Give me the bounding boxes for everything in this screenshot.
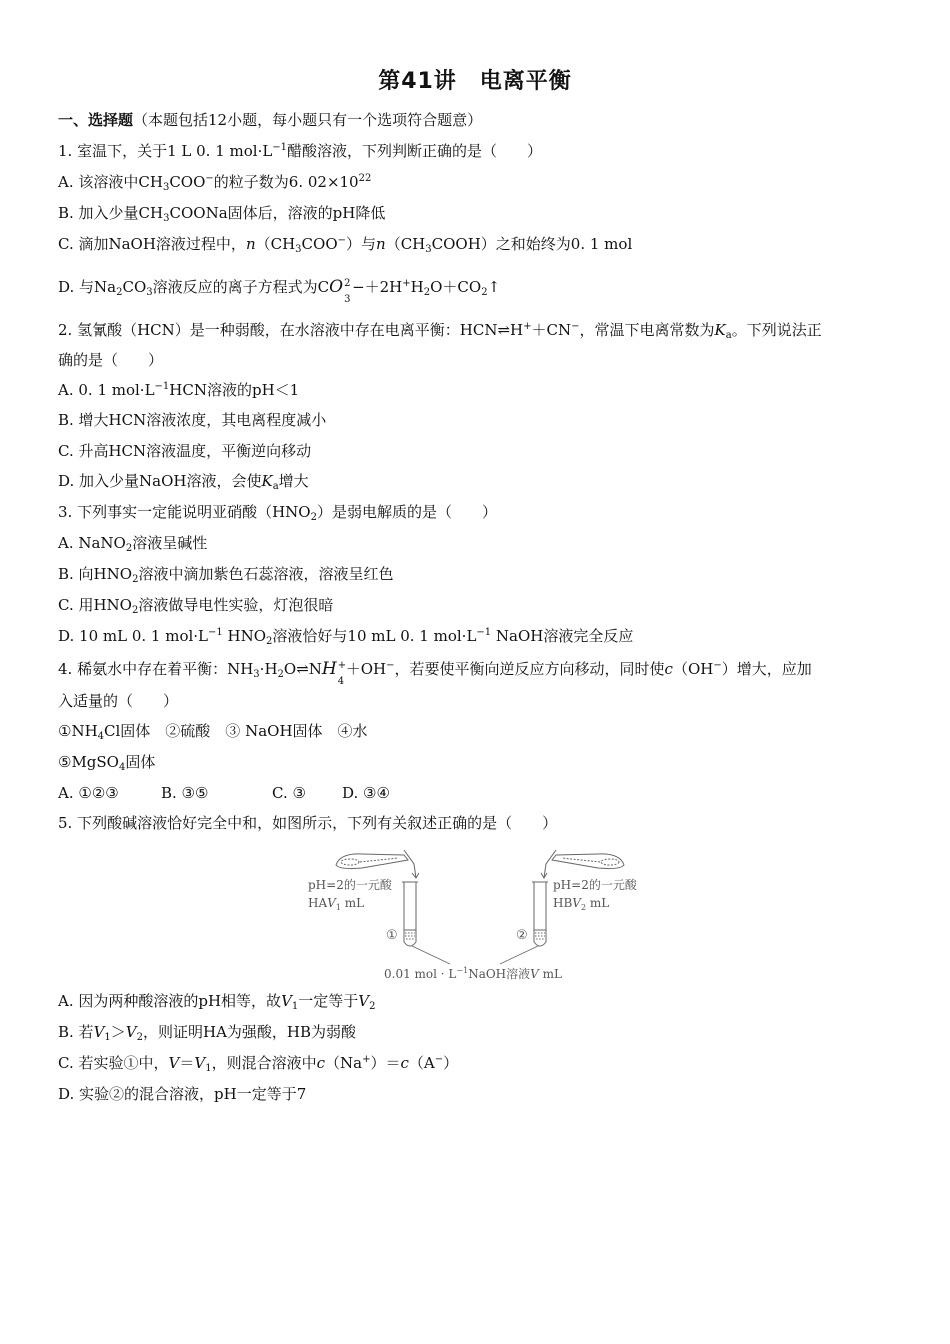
- left-acid-label: pH=2的一元酸: [308, 878, 392, 892]
- section-label: 一、选择题: [58, 111, 134, 129]
- titration-figure: [300, 838, 660, 988]
- section-header: [58, 110, 898, 130]
- q4-choices-line1: $①NH_4Cl$固体 ②硫酸 ③ NaOH固体 ④水: [58, 722, 368, 742]
- left-pipette: [336, 850, 419, 878]
- q1-option-b: B. 加入少量$CH_3COONa$固体后，溶液的pH降低: [58, 204, 386, 224]
- q4-option-a: A. ①②③: [58, 784, 119, 802]
- q5-option-a: A. 因为两种酸溶液的pH相等，故$V_1$一定等于$V_2$: [58, 992, 376, 1012]
- q4-option-c: C. ③: [272, 784, 306, 802]
- q4-stem: 4. 稀氨水中存在着平衡：$NH_3\cdot H_2O\rightleftharpoons NH$ + 4 ＋OH−，若要使平衡向逆反应方向移动，同时使c（OH−）增大，应加: [58, 659, 812, 687]
- q1-option-d: D. 与$Na_2CO_3$溶液反应的离子方程式为CO 2 3 $-+2H^+H_2O+CO_2↑$: [58, 277, 501, 305]
- page-title: 第41讲 电离平衡: [378, 69, 572, 94]
- q3-option-d: D. 10 mL 0. 1 $mol\cdot L^{-1}$ $HNO_2$溶液恰好与10 mL 0. 1 $mol\cdot L^{-1}$ NaOH溶液完全反应: [58, 627, 634, 647]
- q5-stem: 5. 下列酸碱溶液恰好完全中和，如图所示，下列有关叙述正确的是（ ）: [58, 814, 558, 832]
- q5-option-c: C. 若实验①中，$V=V_1$，则混合溶液中c（Na+）＝c（A−）: [58, 1054, 459, 1074]
- q4-option-b: B. ③⑤: [161, 784, 209, 802]
- q2-option-a: A. 0. 1 $mol\cdot L^{-1}HCN$溶液的pH＜1: [58, 381, 300, 399]
- left-test-tube: [402, 882, 418, 946]
- tube-1-label: ①: [386, 928, 398, 943]
- q3-stem: 3. 下列事实一定能说明亚硝酸$(HNO_2)$是弱电解质的是（ ）: [58, 503, 497, 523]
- q2-option-d: D. 加入少量NaOH溶液，会使$K_a$增大: [58, 472, 309, 492]
- q2-stem-cont: 确的是（ ）: [58, 351, 164, 369]
- q1-option-c: C. 滴加NaOH溶液过程中，$n(CH_3COO^-)$与$n(CH_3COOH)$之和始终为0. 1 mol: [58, 235, 633, 255]
- q1-option-a: A. 该溶液中$CH_3COO^-$的粒子数为6. $02\times 10^{22}$: [58, 173, 372, 193]
- naoh-solution-label: 0.01 mol · $L^{-1}NaOH$溶液V mL: [384, 966, 562, 981]
- q1-stem: 1. 室温下，关于1 L 0. 1 $mol\cdot L^{-1}$醋酸溶液，下列判断正确的是（ ）: [58, 142, 543, 160]
- tube-2-label: ②: [516, 928, 528, 943]
- right-acid-volume: $HBV_2$ mL: [553, 896, 610, 912]
- q3-option-b: B. 向$HNO_2$溶液中滴加紫色石蕊溶液，溶液呈红色: [58, 565, 394, 585]
- q4-options: [58, 783, 898, 803]
- q5-option-b: B. 若$V_1>V_2$，则证明HA为强酸，HB为弱酸: [58, 1023, 357, 1043]
- right-pipette: [541, 850, 624, 878]
- q3-option-c: C. 用$HNO_2$溶液做导电性实验，灯泡很暗: [58, 596, 334, 616]
- q4-option-d: D. ③④: [342, 784, 390, 802]
- q2-option-b: B. 增大HCN溶液浓度，其电离程度减小: [58, 411, 327, 429]
- left-acid-volume: $HAV_1$ mL: [308, 896, 365, 912]
- q2-option-c: C. 升高HCN溶液温度，平衡逆向移动: [58, 442, 312, 460]
- right-test-tube: [532, 882, 548, 946]
- left-pointer-line: [412, 946, 450, 964]
- q3-option-a: A. NaNO$_2$溶液呈碱性: [58, 534, 208, 554]
- q4-stem-cont: 入适量的（ ）: [58, 692, 179, 710]
- q5-option-d: D. 实验②的混合溶液，pH一定等于7: [58, 1085, 307, 1103]
- right-pointer-line: [500, 946, 538, 964]
- q2-stem: 2. 氢氰酸（HCN）是一种弱酸，在水溶液中存在电离平衡：HCN⇌H+＋CN−，常温下电离常数为$K_a$。下列说法正: [58, 321, 822, 341]
- right-acid-label: pH=2的一元酸: [553, 878, 637, 892]
- section-note: （本题包括12小题，每小题只有一个选项符合题意）: [133, 111, 483, 129]
- q4-choices-line2: ⑤MgSO$_4$固体: [58, 753, 156, 773]
